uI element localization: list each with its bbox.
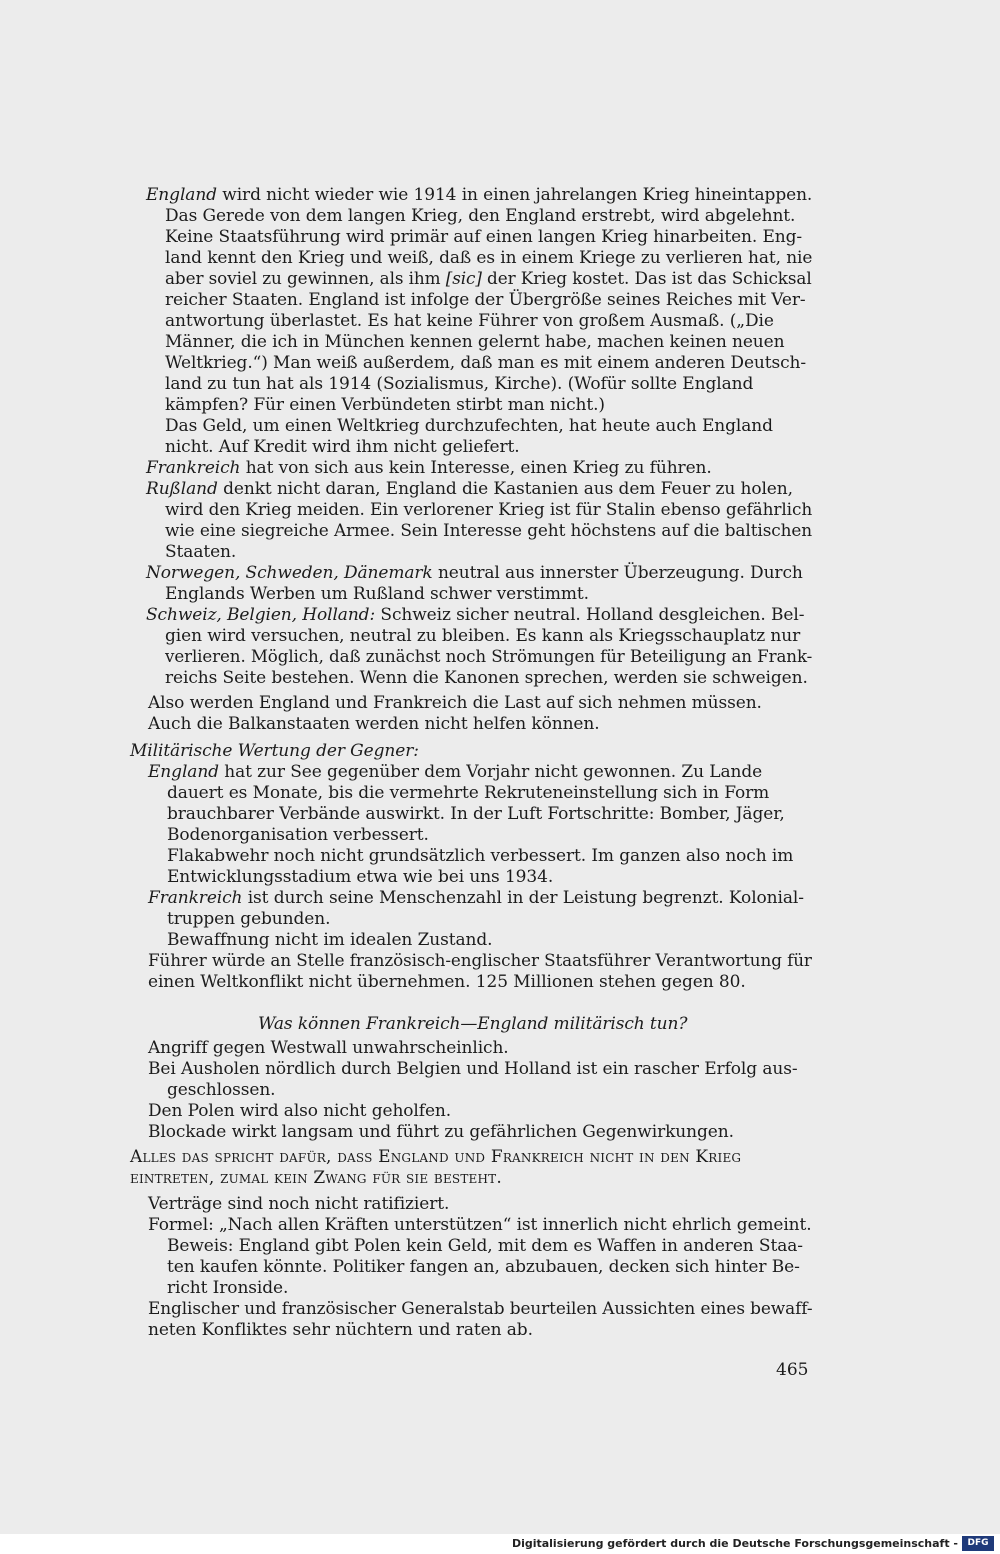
text-segment: Angriff gegen Westwall unwahrscheinlich. xyxy=(148,1038,509,1058)
text-segment: einen Weltkonflikt nicht übernehmen. 125 Millionen stehen gegen 80. xyxy=(148,972,746,992)
text-segment: Den Polen wird also nicht geholfen. xyxy=(148,1101,452,1121)
text-segment: Beweis: England gibt Polen kein Geld, mit dem es Waffen in anderen Staa- xyxy=(167,1236,803,1256)
text-line xyxy=(148,888,804,909)
text-segment: reicher Staaten. England ist infolge der Übergröße seines Reiches mit Ver- xyxy=(165,290,806,310)
text-segment: land kennt den Krieg und weiß, daß es in einem Kriege zu verlieren hat, nie xyxy=(165,248,813,268)
text-line xyxy=(165,584,589,605)
text-segment: neten Konfliktes sehr nüchtern und raten ab. xyxy=(148,1320,533,1340)
text-segment: Englands Werben um Rußland schwer verstimmt. xyxy=(165,584,589,604)
text-segment: Das Gerede von dem langen Krieg, den England erstrebt, wird abgelehnt. xyxy=(165,206,796,226)
italic-text: Was können Frankreich—England militärisch tun? xyxy=(258,1014,688,1034)
text-line xyxy=(148,951,812,972)
dfg-logo-icon: DFG xyxy=(962,1536,994,1551)
text-line xyxy=(165,647,812,668)
text-segment: hat zur See gegenüber dem Vorjahr nicht gewonnen. Zu Lande xyxy=(218,762,763,782)
text-line xyxy=(167,1278,288,1299)
text-line xyxy=(165,500,812,521)
text-segment: Bei Ausholen nördlich durch Belgien und Holland ist ein rascher Erfolg aus- xyxy=(148,1059,798,1079)
text-segment: land zu tun hat als 1914 (Sozialismus, Kirche). (Wofür sollte England xyxy=(165,374,754,394)
text-line xyxy=(165,521,812,542)
text-segment: neutral aus innerster Überzeugung. Durch xyxy=(432,563,803,583)
text-segment: wird den Krieg meiden. Ein verlorener Krieg ist für Stalin ebenso gefährlich xyxy=(165,500,813,520)
text-line xyxy=(148,1215,812,1236)
text-segment: hat von sich aus kein Interesse, einen Krieg zu führen. xyxy=(240,458,712,478)
italic-text: England xyxy=(146,185,217,205)
text-line xyxy=(165,290,806,311)
text-segment: der Krieg kostet. Das ist das Schicksal xyxy=(481,269,812,289)
text-segment: geschlossen. xyxy=(167,1080,276,1100)
italic-text: Frankreich xyxy=(146,458,241,478)
text-line xyxy=(130,1168,502,1189)
text-segment: Weltkrieg.“) Man weiß außerdem, daß man es mit einem anderen Deutsch- xyxy=(165,353,807,373)
text-segment: nicht. Auf Kredit wird ihm nicht geliefert. xyxy=(165,437,520,457)
text-line xyxy=(167,783,769,804)
text-line xyxy=(165,248,812,269)
text-segment: aber soviel zu gewinnen, als ihm xyxy=(165,269,446,289)
text-segment: Führer würde an Stelle französisch-englischer Staatsführer Verantwortung für xyxy=(148,951,812,971)
text-line xyxy=(258,1014,687,1035)
text-segment: Staaten. xyxy=(165,542,237,562)
text-line xyxy=(165,374,753,395)
text-segment: Bewaffnung nicht im idealen Zustand. xyxy=(167,930,493,950)
text-segment: Keine Staatsführung wird primär auf einen langen Krieg hinarbeiten. Eng- xyxy=(165,227,803,247)
text-line xyxy=(130,741,419,762)
text-segment: antwortung überlastet. Es hat keine Führer von großem Ausmaß. („Die xyxy=(165,311,774,331)
text-segment: Formel: „Nach allen Kräften unterstützen“ ist innerlich nicht ehrlich gemeint. xyxy=(148,1215,812,1235)
text-line xyxy=(165,206,795,227)
italic-text: England xyxy=(148,762,219,782)
text-segment: reichs Seite bestehen. Wenn die Kanonen sprechen, werden sie schweigen. xyxy=(165,668,808,688)
text-line xyxy=(165,668,808,689)
text-segment: ist durch seine Menschenzahl in der Leistung begrenzt. Kolonial- xyxy=(242,888,804,908)
italic-text: Schweiz, Belgien, Holland: xyxy=(146,605,376,625)
text-line xyxy=(167,930,492,951)
text-line xyxy=(146,563,803,584)
text-line xyxy=(165,311,774,332)
text-line xyxy=(148,1320,533,1341)
text-segment: Alles das spricht dafür, dass England und Frankreich nicht in den Krieg xyxy=(130,1147,742,1167)
text-line xyxy=(165,332,784,353)
text-line xyxy=(148,1101,451,1122)
text-segment: Das Geld, um einen Weltkrieg durchzufechten, hat heute auch England xyxy=(165,416,773,436)
text-segment: richt Ironside. xyxy=(167,1278,289,1298)
italic-text: [sic] xyxy=(445,269,482,289)
text-line xyxy=(165,269,812,290)
text-line xyxy=(148,1299,812,1320)
text-line xyxy=(148,1194,449,1215)
text-segment: Schweiz sicher neutral. Holland desgleichen. Bel- xyxy=(375,605,805,625)
text-line xyxy=(165,437,520,458)
text-line xyxy=(146,605,804,626)
text-segment: Männer, die ich in München kennen gelernt habe, machen keinen neuen xyxy=(165,332,785,352)
text-line xyxy=(167,909,330,930)
text-line xyxy=(148,1038,509,1059)
text-segment: Auch die Balkanstaaten werden nicht helfen können. xyxy=(148,714,600,734)
text-segment: truppen gebunden. xyxy=(167,909,331,929)
text-segment: Blockade wirkt langsam und führt zu gefährlichen Gegenwirkungen. xyxy=(148,1122,734,1142)
text-segment: eintreten, zumal kein Zwang für sie besteht. xyxy=(130,1168,502,1188)
italic-text: Frankreich xyxy=(148,888,243,908)
text-line xyxy=(167,867,553,888)
text-line xyxy=(165,227,802,248)
text-line xyxy=(146,458,712,479)
text-line xyxy=(148,1059,798,1080)
text-line xyxy=(148,972,746,993)
text-segment: gien wird versuchen, neutral zu bleiben. Es kann als Kriegsschauplatz nur xyxy=(165,626,801,646)
text-line xyxy=(167,825,429,846)
text-segment: Bodenorganisation verbessert. xyxy=(167,825,429,845)
text-line xyxy=(167,804,785,825)
text-line xyxy=(165,353,806,374)
text-segment: Verträge sind noch nicht ratifiziert. xyxy=(148,1194,450,1214)
text-line xyxy=(146,185,812,206)
text-line xyxy=(146,479,793,500)
text-line xyxy=(167,1257,800,1278)
text-line xyxy=(165,626,800,647)
text-segment: Englischer und französischer Generalstab beurteilen Aussichten eines bewaff- xyxy=(148,1299,813,1319)
footer-credit: Digitalisierung gefördert durch die Deutsche Forschungsgemeinschaft - xyxy=(511,1537,958,1550)
text-line xyxy=(165,416,773,437)
footer-bar xyxy=(0,1534,1000,1554)
text-line xyxy=(165,542,236,563)
page-number: 465 xyxy=(776,1360,809,1380)
text-line xyxy=(167,846,793,867)
text-line xyxy=(167,1236,803,1257)
text-segment: Flakabwehr noch nicht grundsätzlich verbessert. Im ganzen also noch im xyxy=(167,846,794,866)
italic-text: Norwegen, Schweden, Dänemark xyxy=(146,563,433,583)
text-segment: verlieren. Möglich, daß zunächst noch Strömungen für Beteiligung an Frank- xyxy=(165,647,813,667)
text-segment: brauchbarer Verbände auswirkt. In der Luft Fortschritte: Bomber, Jäger, xyxy=(167,804,785,824)
text-segment: dauert es Monate, bis die vermehrte Rekruteneinstellung sich in Form xyxy=(167,783,770,803)
text-line xyxy=(148,714,600,735)
text-line xyxy=(148,693,762,714)
text-segment: wie eine siegreiche Armee. Sein Interesse geht höchstens auf die baltischen xyxy=(165,521,813,541)
text-line xyxy=(167,1080,275,1101)
text-line xyxy=(165,395,605,416)
text-line xyxy=(148,1122,734,1143)
text-segment: wird nicht wieder wie 1914 in einen jahrelangen Krieg hineintappen. xyxy=(216,185,813,205)
text-segment: denkt nicht daran, England die Kastanien aus dem Feuer zu holen, xyxy=(217,479,793,499)
text-segment: Also werden England und Frankreich die Last auf sich nehmen müssen. xyxy=(148,693,762,713)
text-segment: Entwicklungsstadium etwa wie bei uns 1934. xyxy=(167,867,554,887)
text-line xyxy=(130,1147,741,1168)
text-line xyxy=(148,762,762,783)
text-segment: kämpfen? Für einen Verbündeten stirbt man nicht.) xyxy=(165,395,605,415)
text-segment: ten kaufen könnte. Politiker fangen an, abzubauen, decken sich hinter Be- xyxy=(167,1257,800,1277)
italic-text: Rußland xyxy=(146,479,218,499)
italic-text: Militärische Wertung der Gegner: xyxy=(130,741,419,761)
